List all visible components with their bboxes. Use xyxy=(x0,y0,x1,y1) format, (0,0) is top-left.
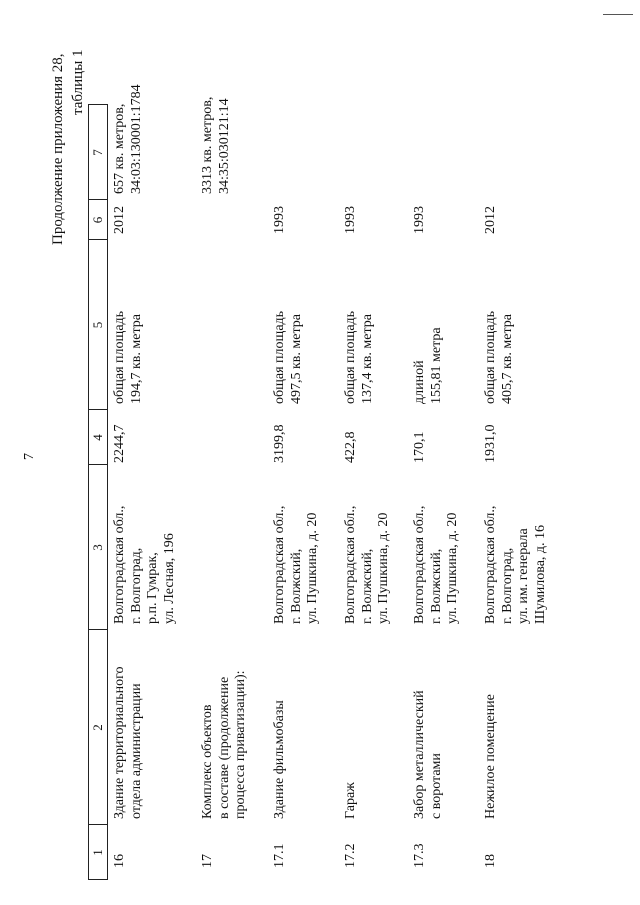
column-header-5: 5 xyxy=(90,321,105,329)
cell-characteristic-line: 137,4 кв. метра xyxy=(359,314,375,404)
cell-characteristic-line: длиной xyxy=(412,360,427,404)
cell-address-line: Волгоградская обл., xyxy=(412,505,427,624)
cell-name-line: отдела администрации xyxy=(128,683,144,819)
continuation-subtitle: таблицы 1 xyxy=(70,49,86,115)
column-header-6: 6 xyxy=(90,216,105,224)
cell-characteristic-line: 405,7 кв. метра xyxy=(499,314,515,404)
cell-address-line: Шумилова, д. 16 xyxy=(532,524,548,624)
cell-year: 2012 xyxy=(483,206,498,234)
cell-year: 1993 xyxy=(412,206,427,234)
cell-name-line: Комплекс объектов xyxy=(200,704,215,819)
cell-address-line: г. Волгоград, xyxy=(499,547,515,624)
cell-name-line: Гараж xyxy=(343,782,358,819)
cell-address-line: г. Волжский, xyxy=(288,548,304,624)
cell-name-line: в составе (продолжение xyxy=(216,676,232,819)
cell-characteristic-line: общая площадь xyxy=(112,310,127,404)
cell-extra-line: 34:35:030121:14 xyxy=(216,98,232,194)
cell-characteristic-line: общая площадь xyxy=(483,310,498,404)
cell-year: 1993 xyxy=(272,206,287,234)
cell-address-line: г. Волжский, xyxy=(428,548,444,624)
cell-name-line: Здание фильмобазы xyxy=(272,700,287,819)
cell-value: 3199,8 xyxy=(272,424,287,463)
cell-address-line: Волгоградская обл., xyxy=(483,505,498,624)
cell-num: 17 xyxy=(200,854,215,868)
cell-address-line: Волгоградская обл., xyxy=(343,505,358,624)
table-top-rule xyxy=(88,105,89,880)
cell-num: 18 xyxy=(483,854,498,868)
cell-characteristic-line: общая площадь xyxy=(343,310,358,404)
cell-name-line: Нежилое помещение xyxy=(483,694,498,819)
cell-name-line: Забор металлический xyxy=(412,690,427,819)
cell-address-line: ул. Лесная, 196 xyxy=(161,533,177,624)
cell-address-line: ул. Пушкина, д. 20 xyxy=(305,512,320,624)
cell-characteristic-line: 497,5 кв. метра xyxy=(288,314,304,404)
column-header-2: 2 xyxy=(90,724,105,731)
cell-address-line: ул. им. генерала xyxy=(516,528,531,624)
cell-value: 1931,0 xyxy=(483,424,498,463)
cell-name-line: с воротами xyxy=(428,753,444,819)
cell-address-line: Волгоградская обл., xyxy=(112,505,127,624)
cell-address-line: г. Волжский, xyxy=(359,548,375,624)
cell-value: 2244,7 xyxy=(112,424,127,463)
column-header-4: 4 xyxy=(90,434,105,441)
column-header-3: 3 xyxy=(90,544,105,551)
cell-extra-line: 657 кв. метров, xyxy=(112,103,127,194)
cell-num: 17.3 xyxy=(412,843,427,868)
cell-name-line: Здание территориального xyxy=(112,666,127,819)
cell-value: 170,1 xyxy=(412,431,427,463)
cell-characteristic-line: общая площадь xyxy=(272,310,287,404)
cell-name-line: процесса приватизации): xyxy=(233,670,248,819)
cell-num: 17.2 xyxy=(343,843,358,868)
cell-num: 16 xyxy=(112,854,127,868)
cell-address-line: ул. Пушкина, д. 20 xyxy=(376,512,391,624)
cell-address-line: Волгоградская обл., xyxy=(272,505,287,624)
cell-characteristic-line: 155,81 метра xyxy=(428,327,444,404)
cell-address-line: р.п. Гумрак, xyxy=(145,552,160,624)
cell-characteristic-line: 194,7 кв. метра xyxy=(128,314,144,404)
cell-year: 1993 xyxy=(343,206,358,234)
cell-value: 422,8 xyxy=(343,431,358,463)
cell-address-line: г. Волгоград, xyxy=(128,547,144,624)
column-header-7: 7 xyxy=(90,149,105,156)
cell-num: 17.1 xyxy=(272,843,287,868)
scan-edge-mark xyxy=(603,14,633,15)
cell-year: 2012 xyxy=(112,206,127,234)
cell-extra-line: 34:03:130001:1784 xyxy=(128,84,144,194)
page-number: 7 xyxy=(22,453,37,460)
cell-extra-line: 3313 кв. метров, xyxy=(200,96,215,194)
column-header-1: 1 xyxy=(90,849,105,856)
table-header-rule xyxy=(107,105,108,880)
cell-address-line: ул. Пушкина, д. 20 xyxy=(445,512,460,624)
continuation-title: Продолжение приложения 28, xyxy=(50,53,66,245)
